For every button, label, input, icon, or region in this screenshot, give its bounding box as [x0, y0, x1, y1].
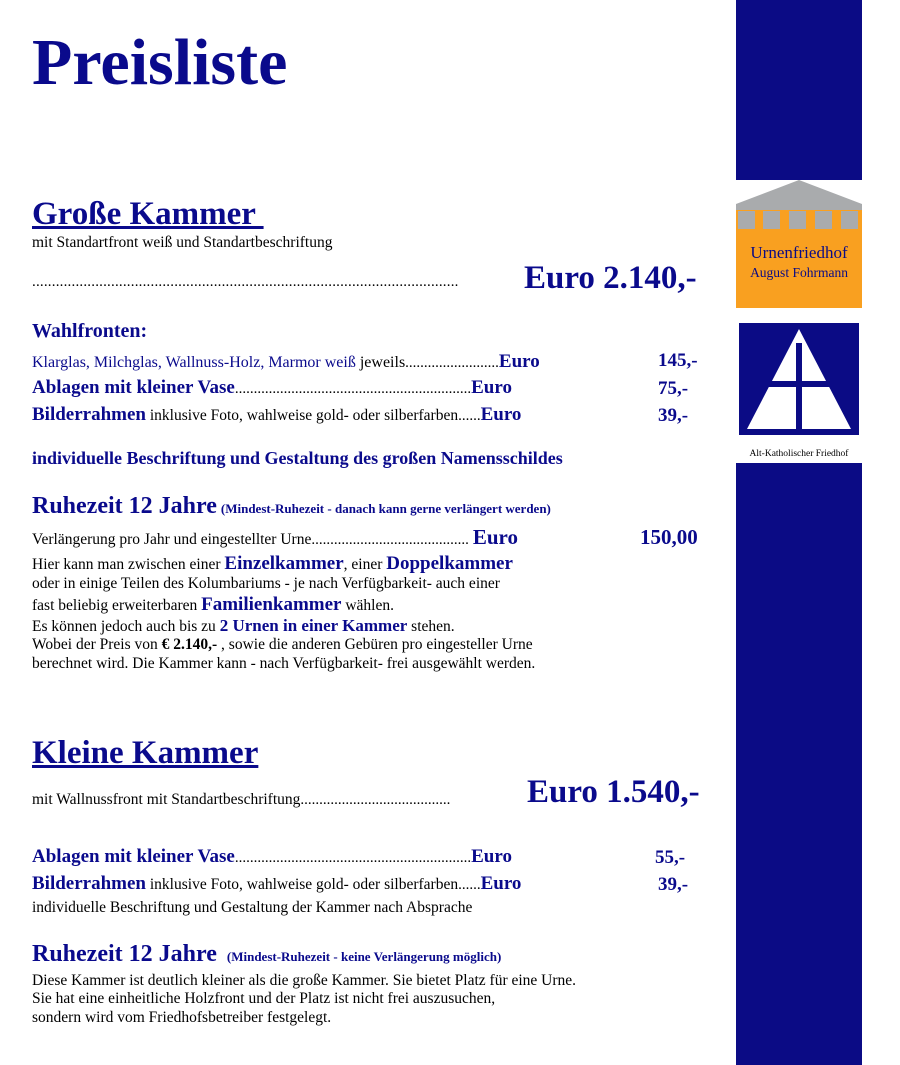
sidebar-band [736, 0, 862, 1065]
euro-label: Euro [472, 525, 518, 549]
kleine-subtitle-row [32, 792, 450, 808]
logo-line1: Urnenfriedhof [750, 243, 848, 262]
urnenfriedhof-logo[interactable] [736, 180, 862, 313]
euro-label: Euro [480, 873, 522, 894]
grosse-description: Hier kann man zwischen einer Einzelkammer, einer Doppelkammer oder in einige Teilen des Kolumbariums - je nach Verfügbarkeit- auch einer fast beliebig erweiterbaren Familienkammer wählen. Es können jedoch auch bis zu 2 Urnen in einer Kammer stehen. Wobei der Preis von € 2.140,- , sowie die anderen Gebüren pro eingesteller Urne berechnet wird. Die Kammer kann - nach Verfügbarkeit- frei ausgewählt werden. [32, 553, 536, 672]
dot-leader: .......................................... [311, 532, 469, 548]
grosse-kammer-heading: Große Kammer [32, 196, 264, 232]
ruhezeit-note: (Mindest-Ruhezeit - keine Verlängerung möglich) [226, 949, 502, 964]
ruhezeit-row [32, 942, 501, 966]
option-suffix: inklusive Foto, wahlweise gold- oder silberfarben [146, 407, 459, 424]
window-icon [789, 211, 806, 229]
option-suffix: jeweils [355, 354, 406, 371]
option-label: Bilderrahmen [32, 404, 146, 425]
window-icon [815, 211, 832, 229]
dot-leader: ...... [458, 408, 481, 424]
kleine-price: Euro 1.540,- [527, 774, 700, 810]
dot-leader: ............................................................................................................ [32, 274, 459, 290]
option-amount: 55,- [655, 847, 686, 868]
dot-leader: ............................................................... [234, 850, 472, 866]
option-row [32, 352, 622, 371]
kleine-individual-note: individuelle Beschriftung und Gestaltung der Kammer nach Absprache [32, 899, 473, 916]
kleine-description: Diese Kammer ist deutlich kleiner als die große Kammer. Sie bietet Platz für eine Urne. Sie hat eine einheitliche Holzfront und der Platz ist nicht frei auszusuchen, sondern wird vom Friedhofsbetreiber festgelegt. [32, 972, 577, 1026]
ruhezeit-note: (Mindest-Ruhezeit - danach kann gerne verlängert werden) [220, 501, 551, 516]
page-title: Preisliste [32, 26, 288, 99]
highlight-term: Familienkammer [201, 593, 342, 615]
extension-row [32, 527, 518, 548]
option-amount: 75,- [658, 378, 689, 399]
grosse-price: Euro 2.140,- [524, 260, 697, 296]
dot-leader: ......................... [405, 355, 499, 371]
logo-line2: August Fohrmann [750, 265, 848, 280]
dot-leader: ........................................ [300, 792, 451, 808]
option-row [32, 405, 521, 424]
highlight-term: 2 Urnen in einer Kammer [219, 616, 408, 636]
euro-label: Euro [480, 404, 522, 425]
kleine-kammer-heading: Kleine Kammer [32, 735, 259, 771]
grosse-subtitle: mit Standartfront weiß und Standartbeschriftung [32, 234, 333, 251]
logo-caption: Alt-Katholischer Friedhof [749, 449, 849, 459]
wahlfronten-heading: Wahlfronten: [32, 320, 148, 342]
window-icon [841, 211, 858, 229]
window-icon [763, 211, 780, 229]
highlight-term: Doppelkammer [386, 553, 513, 574]
price-ref: € 2.140,- [161, 636, 218, 654]
option-amount: 39,- [658, 874, 689, 895]
option-label: Ablagen mit kleiner Vase [32, 377, 235, 398]
ruhezeit-row [32, 494, 551, 518]
option-label: Ablagen mit kleiner Vase [32, 846, 235, 867]
extension-amount: 150,00 [640, 525, 698, 549]
highlight-term: Einzelkammer [224, 553, 344, 574]
option-row [32, 378, 512, 397]
euro-label: Euro [498, 351, 540, 372]
alt-katholischer-logo[interactable] [736, 313, 862, 463]
roof-beam [736, 204, 862, 210]
kleine-subtitle: mit Wallnussfront mit Standartbeschriftung [32, 791, 301, 808]
individual-note: individuelle Beschriftung und Gestaltung des großen Namensschildes [32, 448, 563, 468]
option-label: Klarglas, Milchglas, Wallnuss-Holz, Marmor weiß [32, 354, 356, 371]
option-row [32, 874, 521, 893]
ruhezeit-heading: Ruhezeit 12 Jahre [32, 941, 217, 967]
roof-shape [736, 180, 862, 204]
window-icon [738, 211, 755, 229]
euro-label: Euro [471, 846, 512, 867]
option-row [32, 847, 512, 866]
dot-leader: ............................................................... [234, 381, 472, 397]
ruhezeit-heading: Ruhezeit 12 Jahre [32, 493, 217, 519]
cross-roof-icon [739, 323, 859, 445]
option-amount: 39,- [658, 405, 689, 426]
option-suffix: inklusive Foto, wahlweise gold- oder silberfarben [146, 876, 459, 893]
euro-label: Euro [471, 377, 512, 398]
option-label: Bilderrahmen [32, 873, 146, 894]
dot-leader: ...... [458, 877, 481, 893]
option-amount: 145,- [658, 350, 698, 371]
extension-label: Verlängerung pro Jahr und eingestellter Urne [32, 531, 312, 548]
